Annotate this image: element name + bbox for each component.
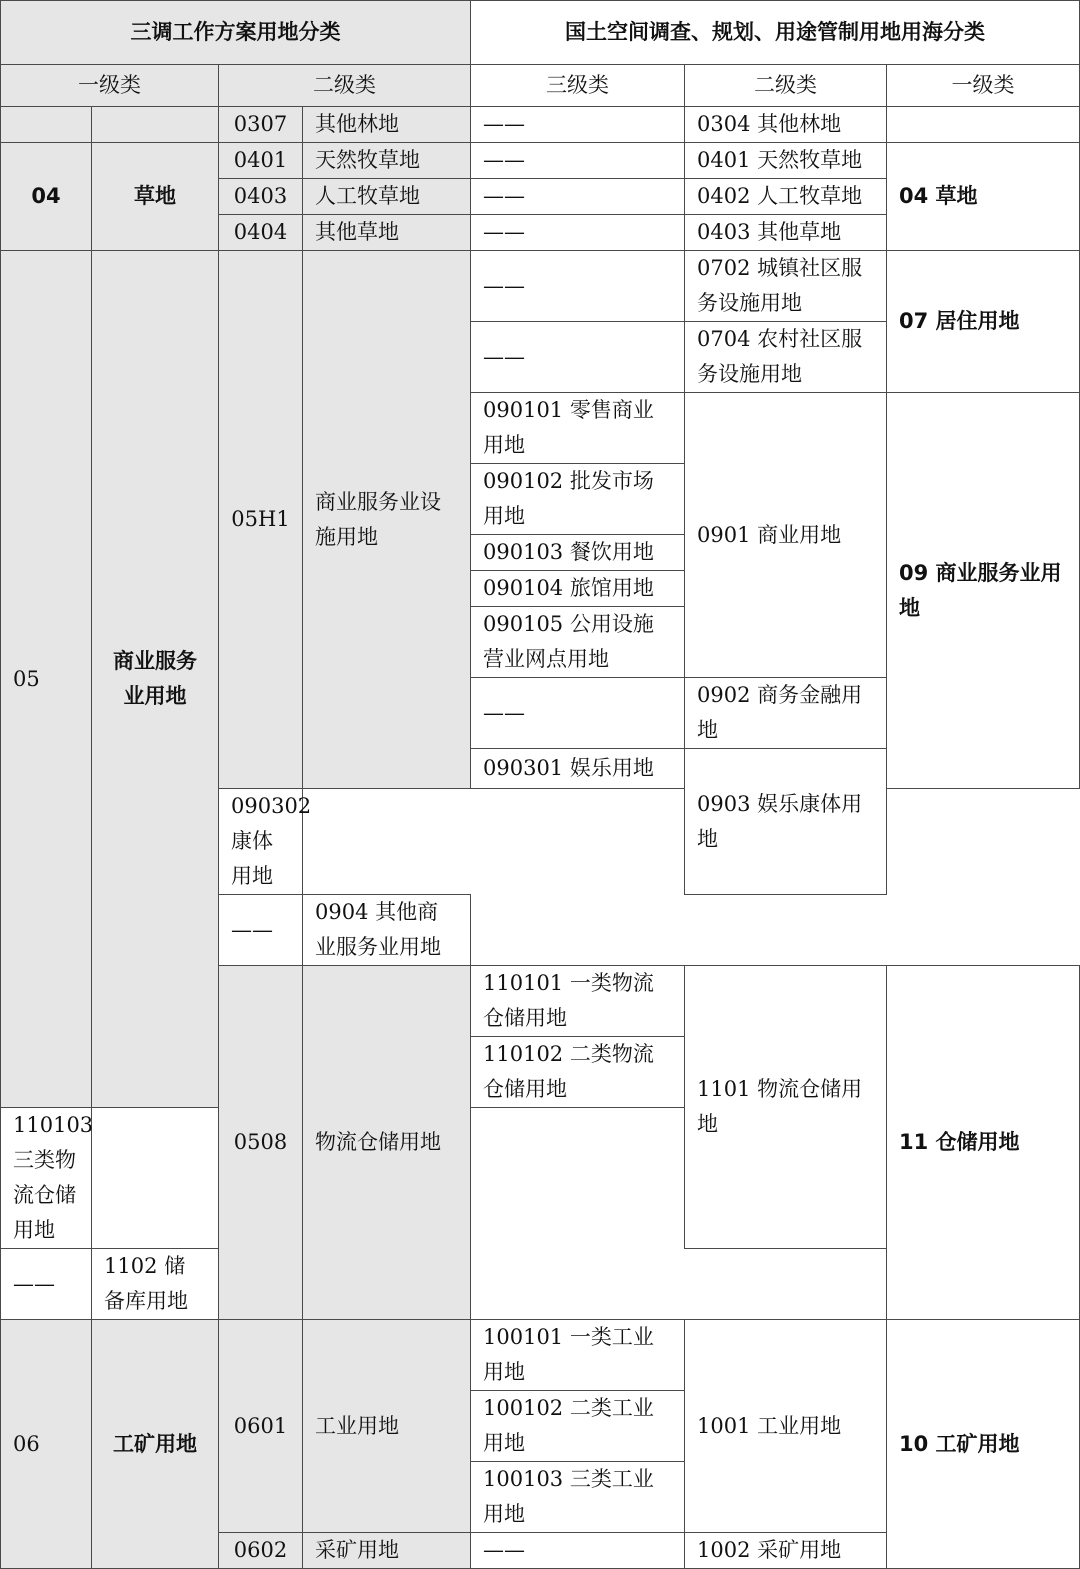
- sub-code: 0307: [219, 107, 303, 143]
- level2-cell: 1101 物流仓储用地: [685, 966, 887, 1249]
- sub-code: 0403: [219, 179, 303, 215]
- sub-code: 0508: [219, 966, 303, 1320]
- level2-cell: 1002 采矿用地: [685, 1533, 887, 1569]
- level2-cell: 0401 天然牧草地: [685, 143, 887, 179]
- level2-cell: 0903 娱乐康体用地: [685, 749, 887, 895]
- sub-code: 0401: [219, 143, 303, 179]
- sub-name: 商业服务业设施用地: [303, 251, 471, 789]
- sub-name: 工业用地: [303, 1320, 471, 1533]
- level2-cell: 0904 其他商业服务业用地: [303, 895, 471, 966]
- sub-code: 0404: [219, 215, 303, 251]
- sub-code: 0602: [219, 1533, 303, 1569]
- group-name: 草地: [92, 143, 219, 251]
- level3-cell: ——: [219, 895, 303, 966]
- left-level1-header: 一级类: [1, 65, 219, 107]
- left-level2-header: 二级类: [219, 65, 471, 107]
- empty-cell: [1, 107, 92, 143]
- level2-cell: 0902 商务金融用地: [685, 678, 887, 749]
- level2-cell: 1001 工业用地: [685, 1320, 887, 1533]
- level3-cell: ——: [471, 1533, 685, 1569]
- level2-cell: 0304 其他林地: [685, 107, 887, 143]
- right-level1-header: 一级类: [887, 65, 1080, 107]
- level3-cell: 090101 零售商业用地: [471, 393, 685, 464]
- left-section-title: 三调工作方案用地分类: [1, 1, 471, 65]
- level2-cell: 1102 储备库用地: [92, 1249, 219, 1320]
- level3-cell: ——: [471, 322, 685, 393]
- level3-cell: ——: [471, 251, 685, 322]
- level3-cell: ——: [471, 179, 685, 215]
- level3-cell: 090301 娱乐用地: [471, 749, 685, 789]
- sub-code: 05H1: [219, 251, 303, 789]
- level3-cell: 100101 一类工业用地: [471, 1320, 685, 1391]
- right-level3-header: 三级类: [471, 65, 685, 107]
- level3-cell: ——: [471, 215, 685, 251]
- right-level2-header: 二级类: [685, 65, 887, 107]
- level1-cell: 11 仓储用地: [887, 966, 1080, 1320]
- sub-name: 其他林地: [303, 107, 471, 143]
- level2-cell: 0702 城镇社区服务设施用地: [685, 251, 887, 322]
- level3-cell: 110103 三类物流仓储用地: [1, 1108, 92, 1249]
- level3-cell: 090104 旅馆用地: [471, 571, 685, 607]
- empty-cell: [92, 107, 219, 143]
- sub-name: 人工牧草地: [303, 179, 471, 215]
- level1-cell: 04 草地: [887, 143, 1080, 251]
- level1-cell: 10 工矿用地: [887, 1320, 1080, 1569]
- level3-cell: ——: [471, 143, 685, 179]
- level3-cell: 090102 批发市场用地: [471, 464, 685, 535]
- sub-name: 天然牧草地: [303, 143, 471, 179]
- level3-cell: 090103 餐饮用地: [471, 535, 685, 571]
- group-name: 商业服务业用地: [92, 251, 219, 1108]
- level2-cell: 0403 其他草地: [685, 215, 887, 251]
- level2-cell: 0704 农村社区服务设施用地: [685, 322, 887, 393]
- level2-cell: 0901 商业用地: [685, 393, 887, 678]
- group-code: 05: [1, 251, 92, 1108]
- group-code: 06: [1, 1320, 92, 1569]
- level3-cell: 090105 公用设施营业网点用地: [471, 607, 685, 678]
- sub-code: 0601: [219, 1320, 303, 1533]
- group-code: 04: [1, 143, 92, 251]
- level3-cell: 100103 三类工业用地: [471, 1462, 685, 1533]
- level3-cell: 100102 二类工业用地: [471, 1391, 685, 1462]
- level3-cell: 090302 康体用地: [219, 789, 303, 895]
- level2-cell: 0402 人工牧草地: [685, 179, 887, 215]
- right-section-title: 国土空间调查、规划、用途管制用地用海分类: [471, 1, 1080, 65]
- level1-cell: 07 居住用地: [887, 251, 1080, 393]
- sub-name: 物流仓储用地: [303, 966, 471, 1320]
- level3-cell: ——: [471, 678, 685, 749]
- level1-cell: 09 商业服务业用地: [887, 393, 1080, 789]
- sub-name: 其他草地: [303, 215, 471, 251]
- level3-cell: 110101 一类物流仓储用地: [471, 966, 685, 1037]
- sub-name: 采矿用地: [303, 1533, 471, 1569]
- level3-cell: ——: [1, 1249, 92, 1320]
- group-name: 工矿用地: [92, 1320, 219, 1569]
- level3-cell: ——: [471, 107, 685, 143]
- level3-cell: 110102 二类物流仓储用地: [471, 1037, 685, 1108]
- empty-cell: [887, 107, 1080, 143]
